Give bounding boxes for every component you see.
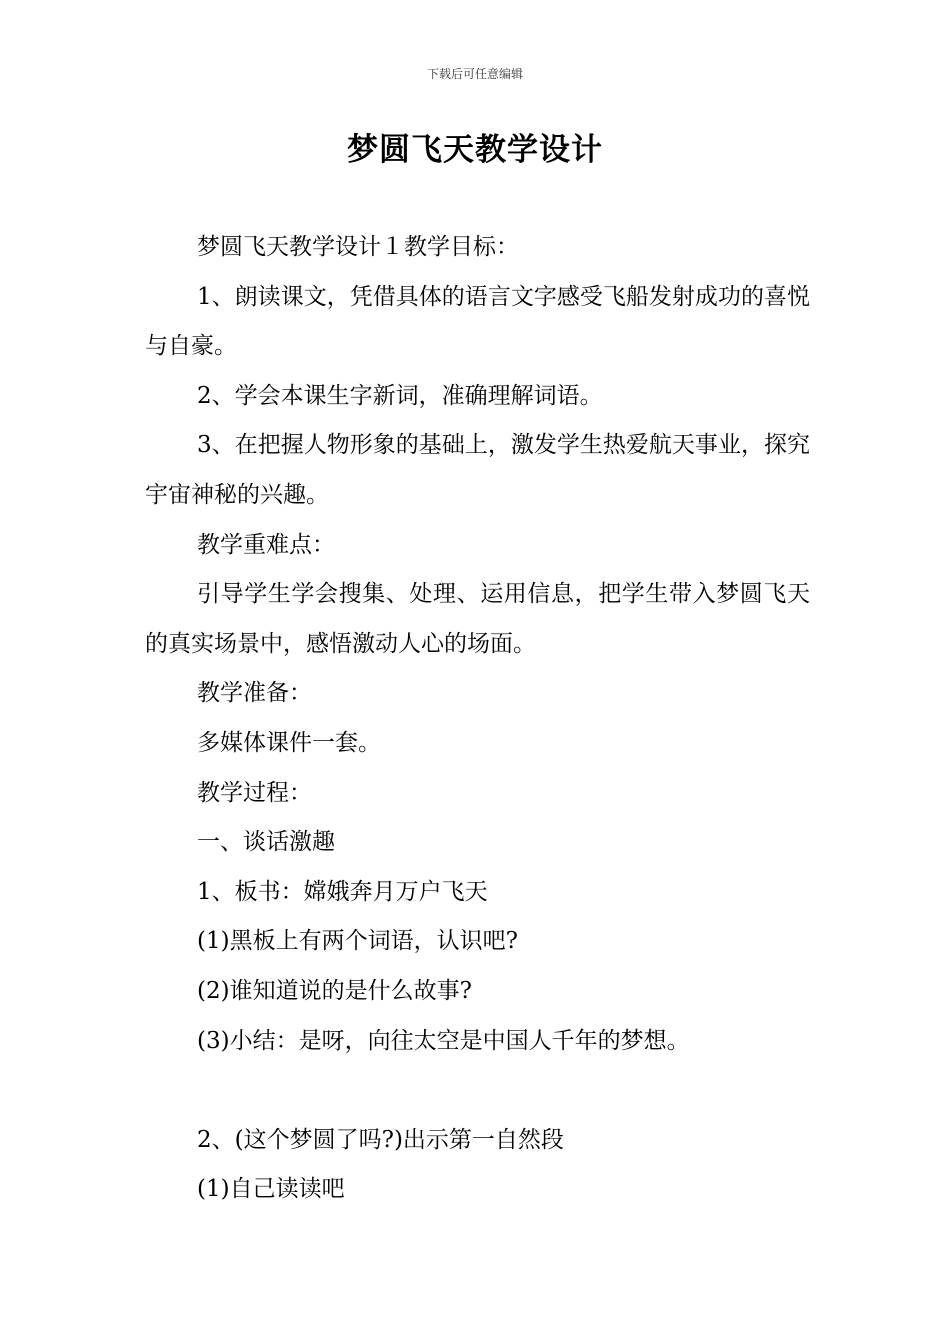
- paragraph-step-1-b: (2)谁知道说的是什么故事?: [197, 977, 472, 1004]
- paragraph-step-2-a: (1)自己读读吧: [197, 1176, 345, 1203]
- paragraph-preparation: 多媒体课件一套。: [197, 729, 381, 756]
- paragraph-step-2: 2、(这个梦圆了吗?)出示第一自然段: [197, 1126, 564, 1153]
- paragraph-objective-2: 2、学会本课生字新词，准确理解词语。: [197, 382, 603, 409]
- paragraph-key-points: 引导学生学会搜集、处理、运用信息，把学生带入梦圆飞天的真实场景中，感悟激动人心的场面。: [145, 581, 810, 657]
- paragraph-step-1-c: (3)小结：是呀，向往太空是中国人千年的梦想。: [197, 1027, 690, 1054]
- blank-line: [145, 1066, 810, 1116]
- paragraph-objective-1: 1、朗读课文，凭借具体的语言文字感受飞船发射成功的喜悦与自豪。: [145, 283, 810, 360]
- paragraph-objectives-heading: 梦圆飞天教学设计１教学目标：: [197, 234, 519, 260]
- paragraph-process-heading: 教学过程：: [197, 779, 312, 806]
- paragraph-step-1-a: (1)黑板上有两个词语，认识吧?: [197, 928, 518, 955]
- paragraph-step-1: 1、板书：嫦娥奔月万户飞天: [197, 878, 488, 905]
- paragraph-key-points-heading: 教学重难点：: [197, 531, 335, 558]
- document-title: 梦圆飞天教学设计: [347, 132, 603, 168]
- document-body: [145, 223, 810, 1215]
- paragraph-preparation-heading: 教学准备：: [197, 680, 312, 707]
- paragraph-objective-3: 3、在把握人物形象的基础上，激发学生热爱航天事业，探究宇宙神秘的兴趣。: [145, 432, 810, 508]
- paragraph-section-1: 一、谈话激趣: [197, 829, 335, 856]
- header-note: 下载后可任意编辑: [426, 67, 523, 81]
